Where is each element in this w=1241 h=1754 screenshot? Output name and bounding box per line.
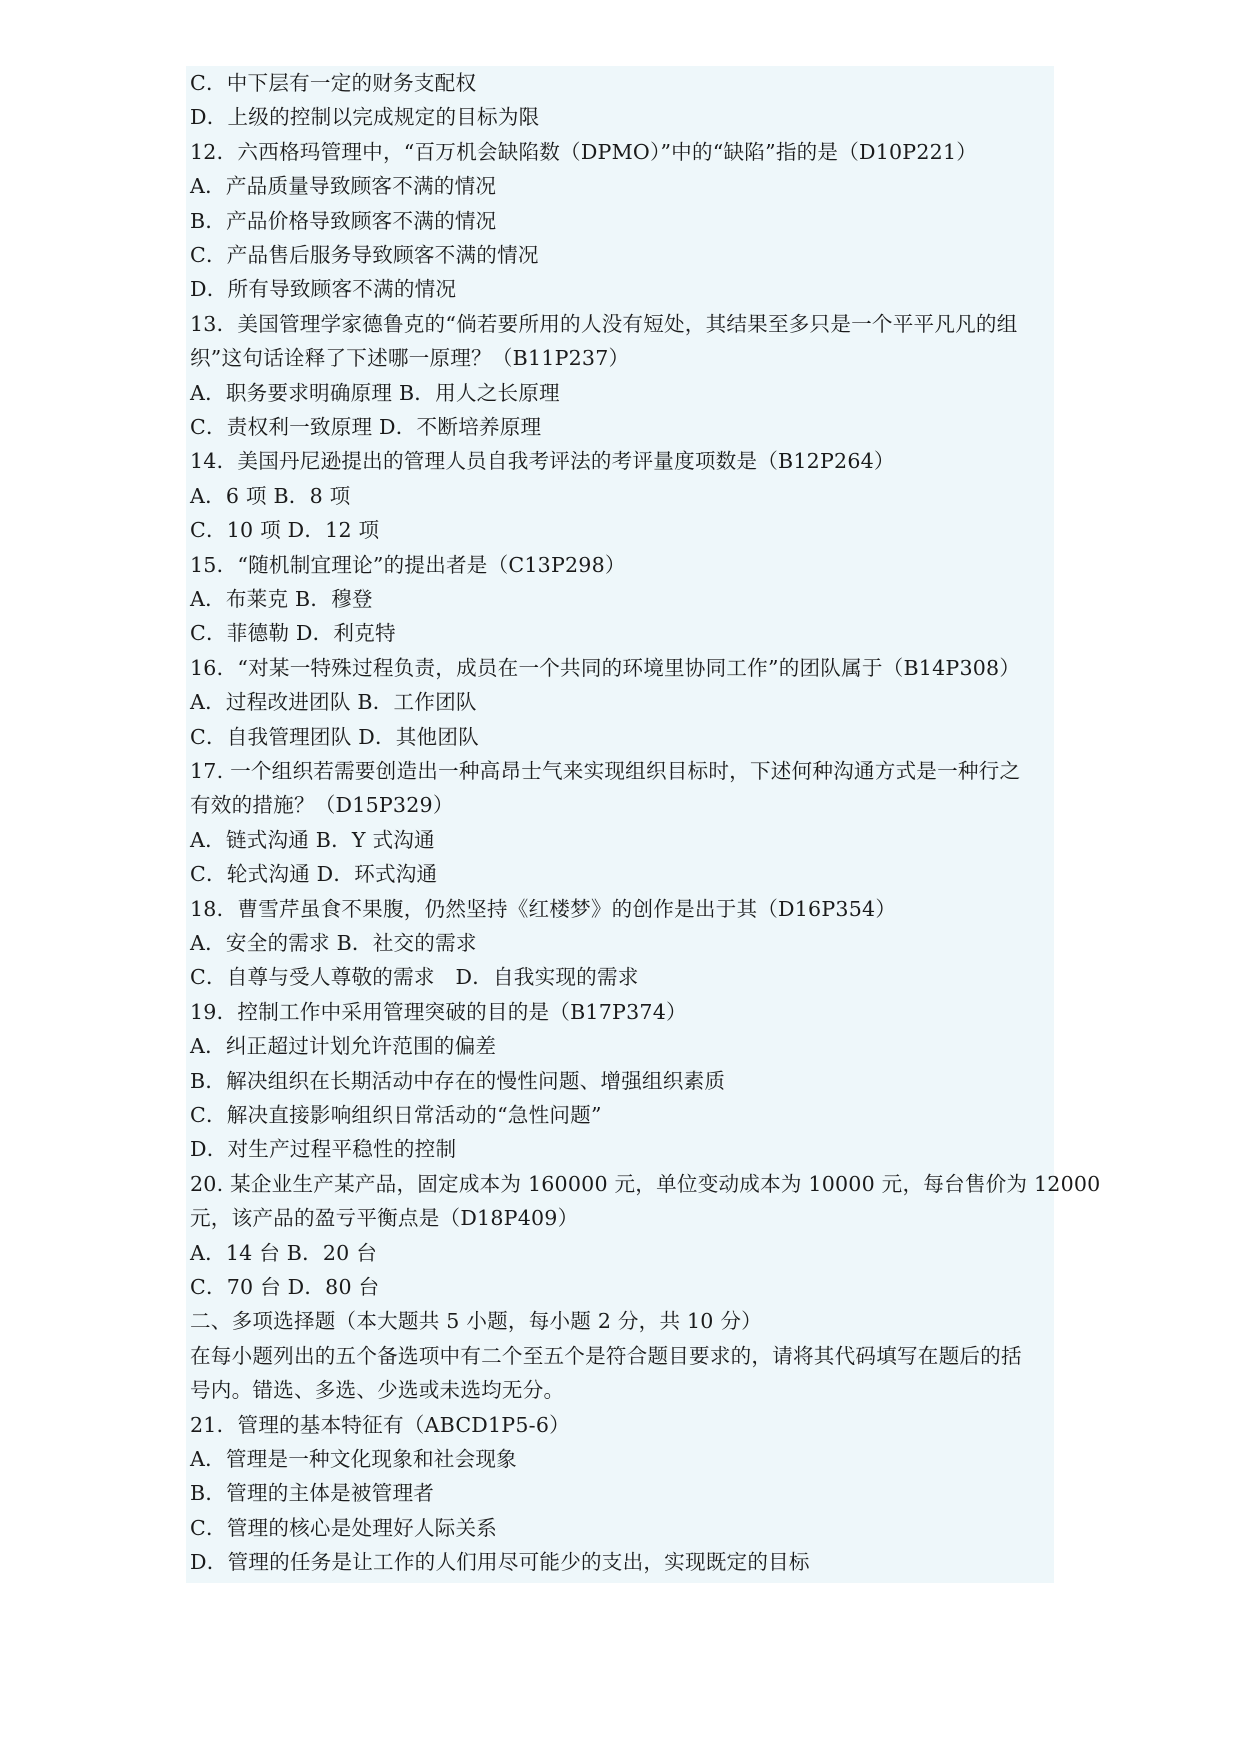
text-line: A．链式沟通 B．Y 式沟通 [190, 827, 435, 852]
text-line: B．产品价格导致顾客不满的情况 [190, 208, 497, 233]
text-line: 13．美国管理学家德鲁克的“倘若要所用的人没有短处，其结果至多只是一个平平凡凡的组 [190, 311, 1018, 336]
text-line: C．责权利一致原理 D．不断培养原理 [190, 415, 542, 439]
text-line: 在每小题列出的五个备选项中有二个至五个是符合题目要求的，请将其代码填写在题后的括 [190, 1343, 1022, 1368]
text-line: C．管理的核心是处理好人际关系 [190, 1515, 498, 1540]
text-line: A．6 项 B．8 项 [190, 483, 351, 508]
text-line: D．管理的任务是让工作的人们用尽可能少的支出，实现既定的目标 [190, 1550, 810, 1575]
text-line: A．布莱克 B．穆登 [190, 587, 373, 611]
text-line: B．解决组织在长期活动中存在的慢性问题、增强组织素质 [190, 1068, 726, 1093]
text-line: D．所有导致顾客不满的情况 [190, 277, 457, 302]
document-page [186, 66, 1101, 1583]
text-line: C．10 项 D．12 项 [190, 518, 380, 543]
text-line: 15．“随机制宜理论”的提出者是（C13P298） [190, 552, 626, 577]
text-line: A．管理是一种文化现象和社会现象 [190, 1447, 517, 1471]
text-line: B．管理的主体是被管理者 [190, 1481, 435, 1506]
text-line: A．产品质量导致顾客不满的情况 [190, 174, 497, 199]
text-line: 二、多项选择题（本大题共 5 小题，每小题 2 分，共 10 分） [190, 1309, 762, 1334]
text-line: 17. 一个组织若需要创造出一种高昂士气来实现组织目标时，下述何种沟通方式是一种行之 [190, 759, 1021, 783]
text-line: 20. 某企业生产某产品，固定成本为 160000 元，单位变动成本为 10000 元，每台售价为 12000 [190, 1171, 1101, 1196]
text-line: A．安全的需求 B．社交的需求 [190, 931, 477, 955]
text-line: 14．美国丹尼逊提出的管理人员自我考评法的考评量度项数是（B12P264） [190, 449, 895, 474]
text-line: 元，该产品的盈亏平衡点是（D18P409） [190, 1206, 579, 1231]
text-line: A．14 台 B．20 台 [190, 1240, 378, 1265]
text-line: 织”这句话诠释了下述哪一原理？（B11P237） [190, 346, 630, 371]
text-line: D．上级的控制以完成规定的目标为限 [190, 105, 540, 130]
text-line: C．产品售后服务导致顾客不满的情况 [190, 243, 539, 267]
text-line: 有效的措施？（D15P329） [190, 793, 454, 818]
text-line: 18．曹雪芹虽食不果腹，仍然坚持《红楼梦》的创作是出于其（D16P354） [190, 896, 897, 921]
text-line: 12．六西格玛管理中，“百万机会缺陷数（DPMO）”中的“缺陷”指的是（D10P221） [190, 139, 978, 164]
text-line: 19．控制工作中采用管理突破的目的是（B17P374） [190, 999, 687, 1024]
text-line: A．过程改进团队 B．工作团队 [190, 690, 477, 715]
text-line: C．自我管理团队 D．其他团队 [190, 724, 479, 749]
text-line: D．对生产过程平稳性的控制 [190, 1137, 457, 1162]
text-line: C．菲德勒 D．利克特 [190, 621, 396, 646]
text-line: C．70 台 D．80 台 [190, 1275, 380, 1299]
text-line: 号内。错选、多选、少选或未选均无分。 [190, 1378, 565, 1403]
text-line: C．解决直接影响组织日常活动的“急性问题” [190, 1103, 602, 1127]
text-line: 21．管理的基本特征有（ABCD1P5-6） [190, 1412, 570, 1437]
text-line: C．中下层有一定的财务支配权 [190, 71, 477, 95]
text-line: A．纠正超过计划允许范围的偏差 [190, 1034, 497, 1059]
text-line: C．自尊与受人尊敬的需求 D．自我实现的需求 [190, 965, 639, 990]
text-line: 16．“对某一特殊过程负责，成员在一个共同的环境里协同工作”的团队属于（B14P308） [190, 655, 1021, 680]
text-line: A．职务要求明确原理 B．用人之长原理 [190, 380, 560, 405]
text-line: C．轮式沟通 D．环式沟通 [190, 862, 438, 887]
